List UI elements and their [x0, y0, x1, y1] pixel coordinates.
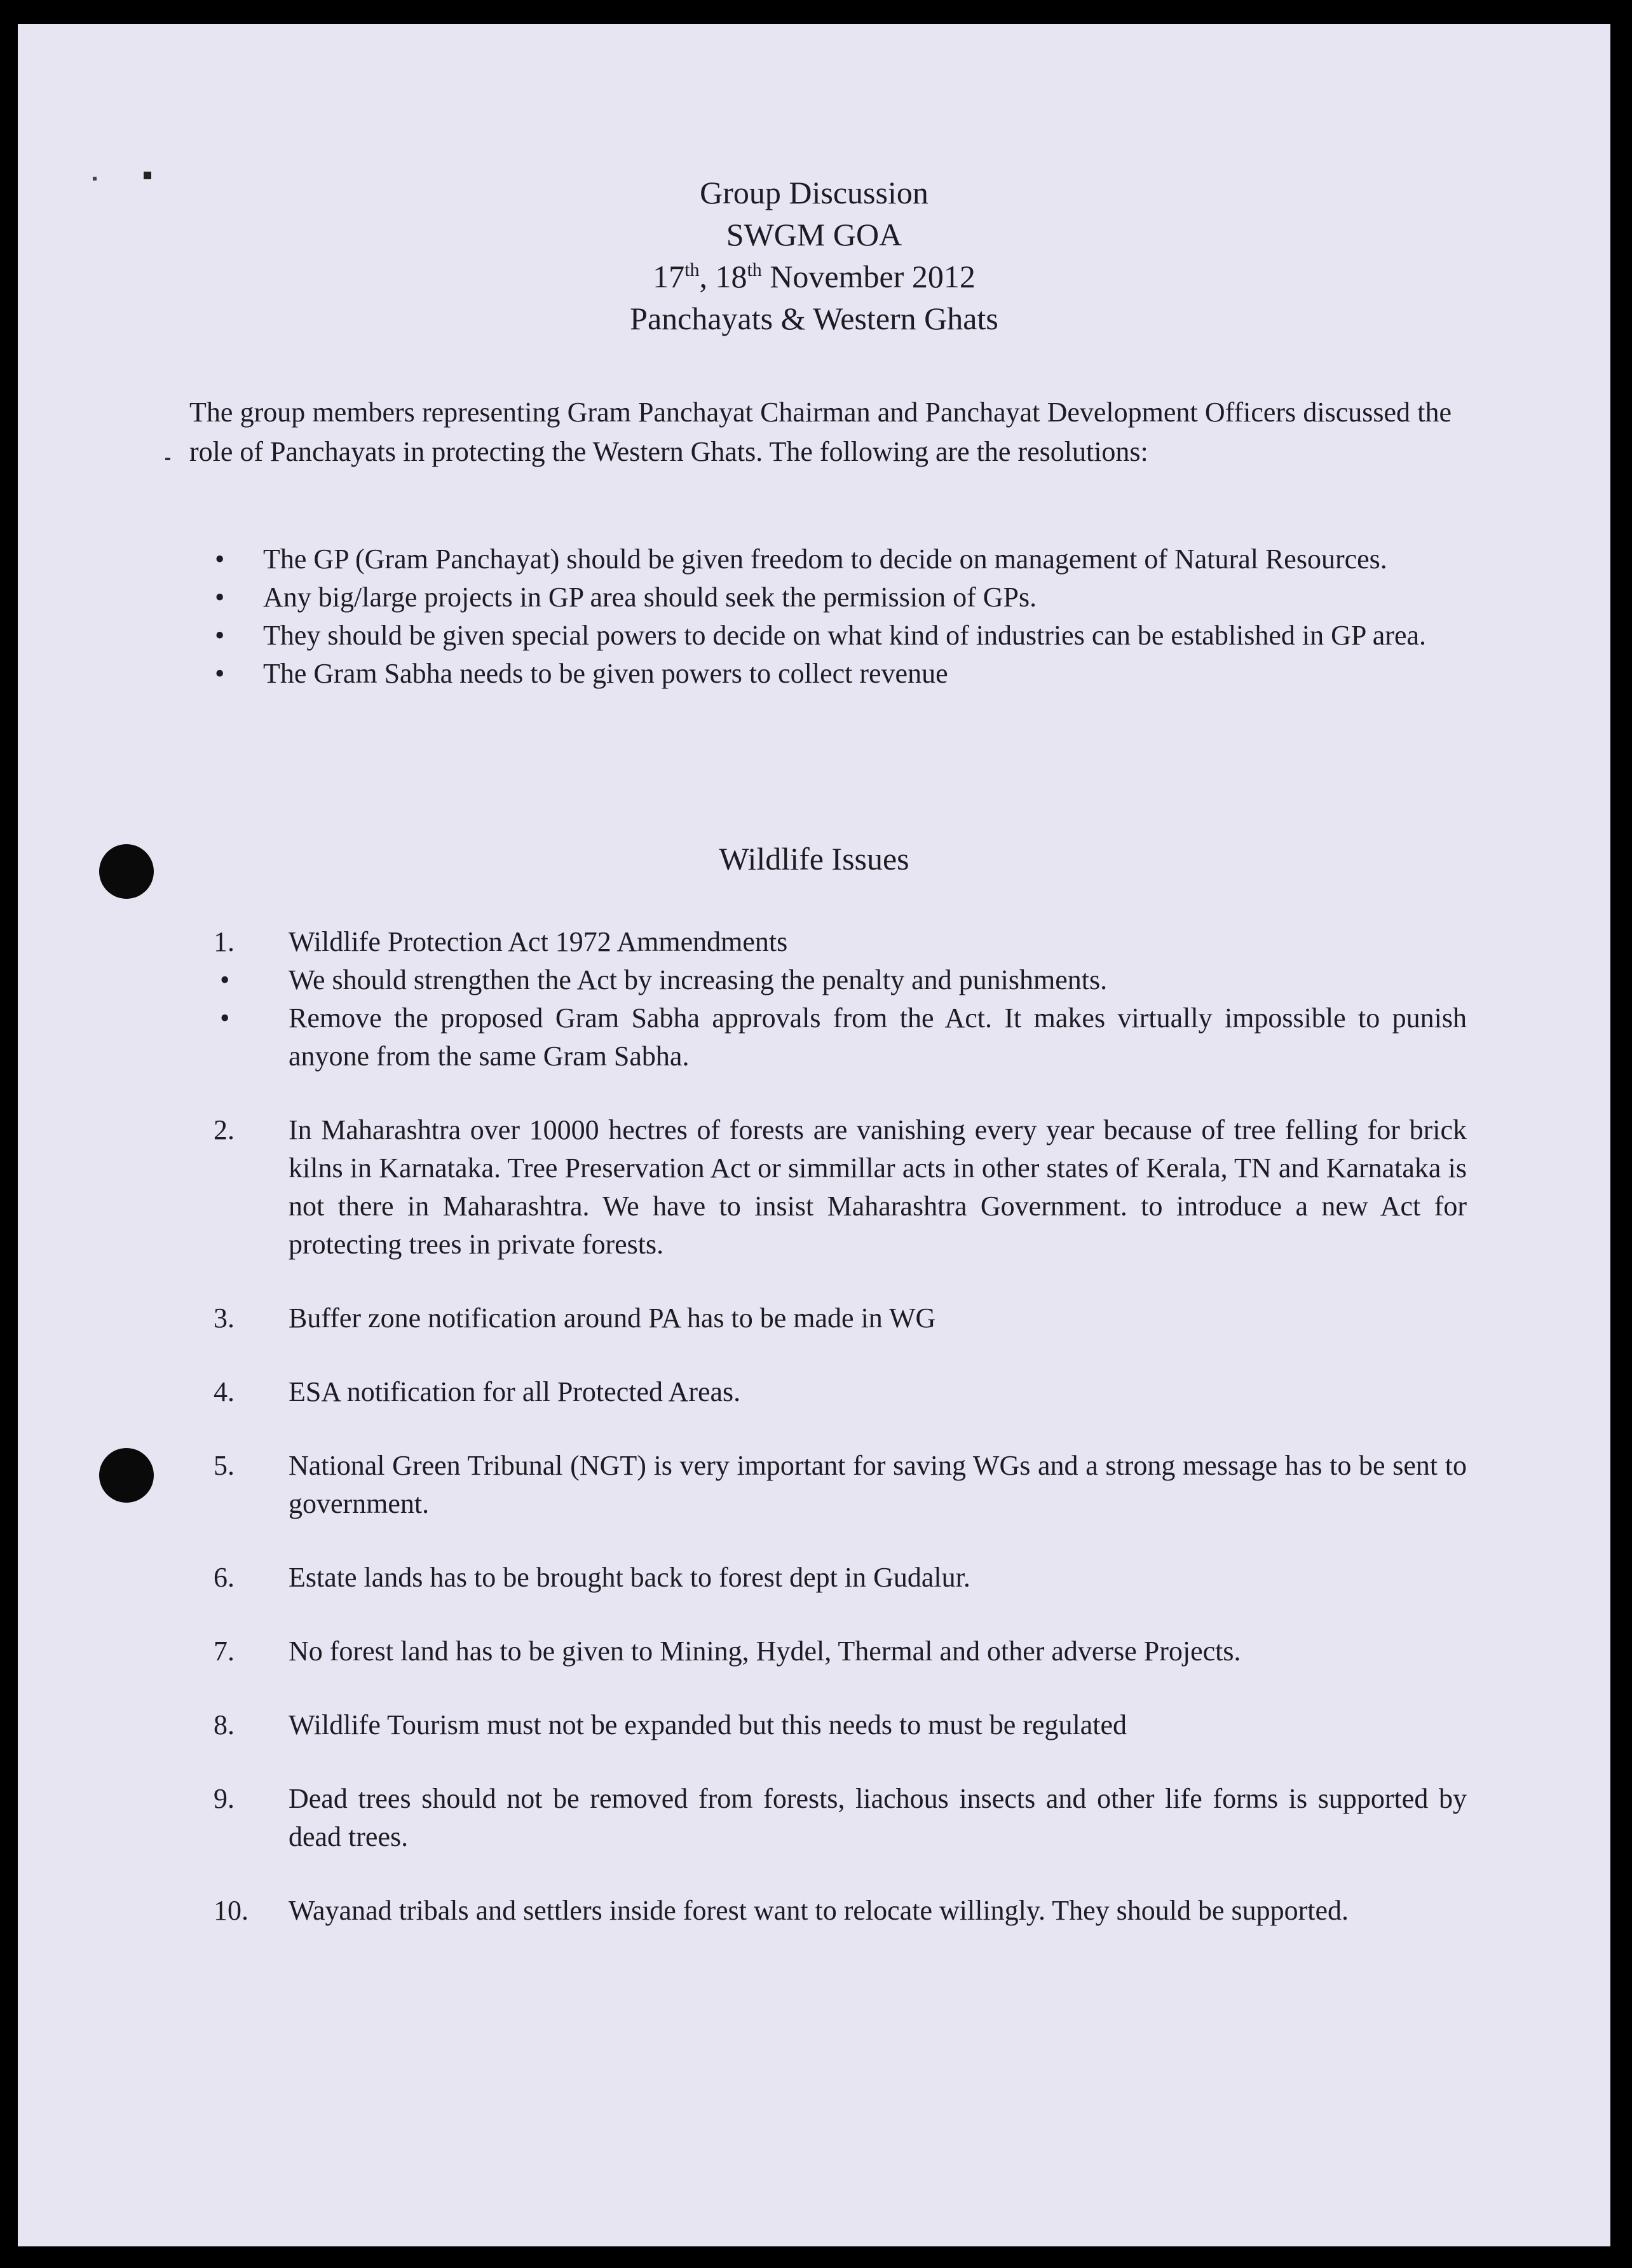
list-item: • We should strengthen the Act by increasing the penalty and punishments. — [220, 964, 1108, 995]
section-title: Wildlife Issues — [719, 841, 909, 877]
header-topic: Panchayats & Western Ghats — [630, 301, 998, 336]
intro-paragraph: The group members representing Gram Panchayat Chairman and Panchayat Development Officers discussed the role of Panchayats in protecting the Western Ghats. The following are the resolutions: — [189, 397, 1452, 467]
list-item: • The Gram Sabha needs to be given powers to collect revenue — [215, 658, 948, 689]
list-item: 2. In Maharashtra over 10000 hectres of forests are vanishing every year because of tree felling for brick kilns in Karnataka. Tree Preservation Act or simmillar acts in other states of Kerala, TN and Karnataka is not there in Maharashtra. We have to insist Maharashtra Government. to introduce a new Act for protecting trees in private forests. — [214, 1114, 1467, 1260]
list-item: 10. Wayanad tribals and settlers inside forest want to relocate willingly. They should be supported. — [214, 1895, 1349, 1926]
list-item: 5. National Green Tribunal (NGT) is very important for saving WGs and a strong message has to be sent to government. — [214, 1450, 1467, 1519]
list-item: 7. No forest land has to be given to Mining, Hydel, Thermal and other adverse Projects. — [214, 1636, 1241, 1667]
list-item: 4. ESA notification for all Protected Areas. — [214, 1376, 741, 1407]
list-item: 1. Wildlife Protection Act 1972 Ammendments — [214, 926, 788, 957]
document-page — [18, 24, 1610, 2246]
margin-dash — [165, 458, 170, 460]
list-item: 9. Dead trees should not be removed from forests, liachous insects and other life forms is supported by dead trees. — [214, 1783, 1467, 1852]
list-item: • They should be given special powers to decide on what kind of industries can be established in GP area. — [215, 620, 1426, 651]
list-item: 6. Estate lands has to be brought back to forest dept in Gudalur. — [214, 1562, 970, 1593]
header-title: Group Discussion — [700, 175, 928, 210]
document-header — [18, 172, 1610, 339]
header-event: SWGM GOA — [726, 217, 902, 252]
list-item: • Remove the proposed Gram Sabha approvals from the Act. It makes virtually impossible to punish anyone from the same Gram Sabha. — [220, 1002, 1467, 1072]
list-item: 8. Wildlife Tourism must not be expanded but this needs to must be regulated — [214, 1709, 1127, 1740]
header-date: 17th, 18th November 2012 — [653, 259, 976, 294]
list-item: 3. Buffer zone notification around PA has to be made in WG — [214, 1302, 936, 1334]
resolutions-list — [189, 540, 1454, 693]
wildlife-issues-list — [202, 923, 1467, 1930]
punch-hole-bottom — [99, 1448, 154, 1503]
list-item: • Any big/large projects in GP area should seek the permission of GPs. — [215, 582, 1037, 613]
list-item: • The GP (Gram Panchayat) should be given freedom to decide on management of Natural Resources. — [215, 543, 1387, 575]
